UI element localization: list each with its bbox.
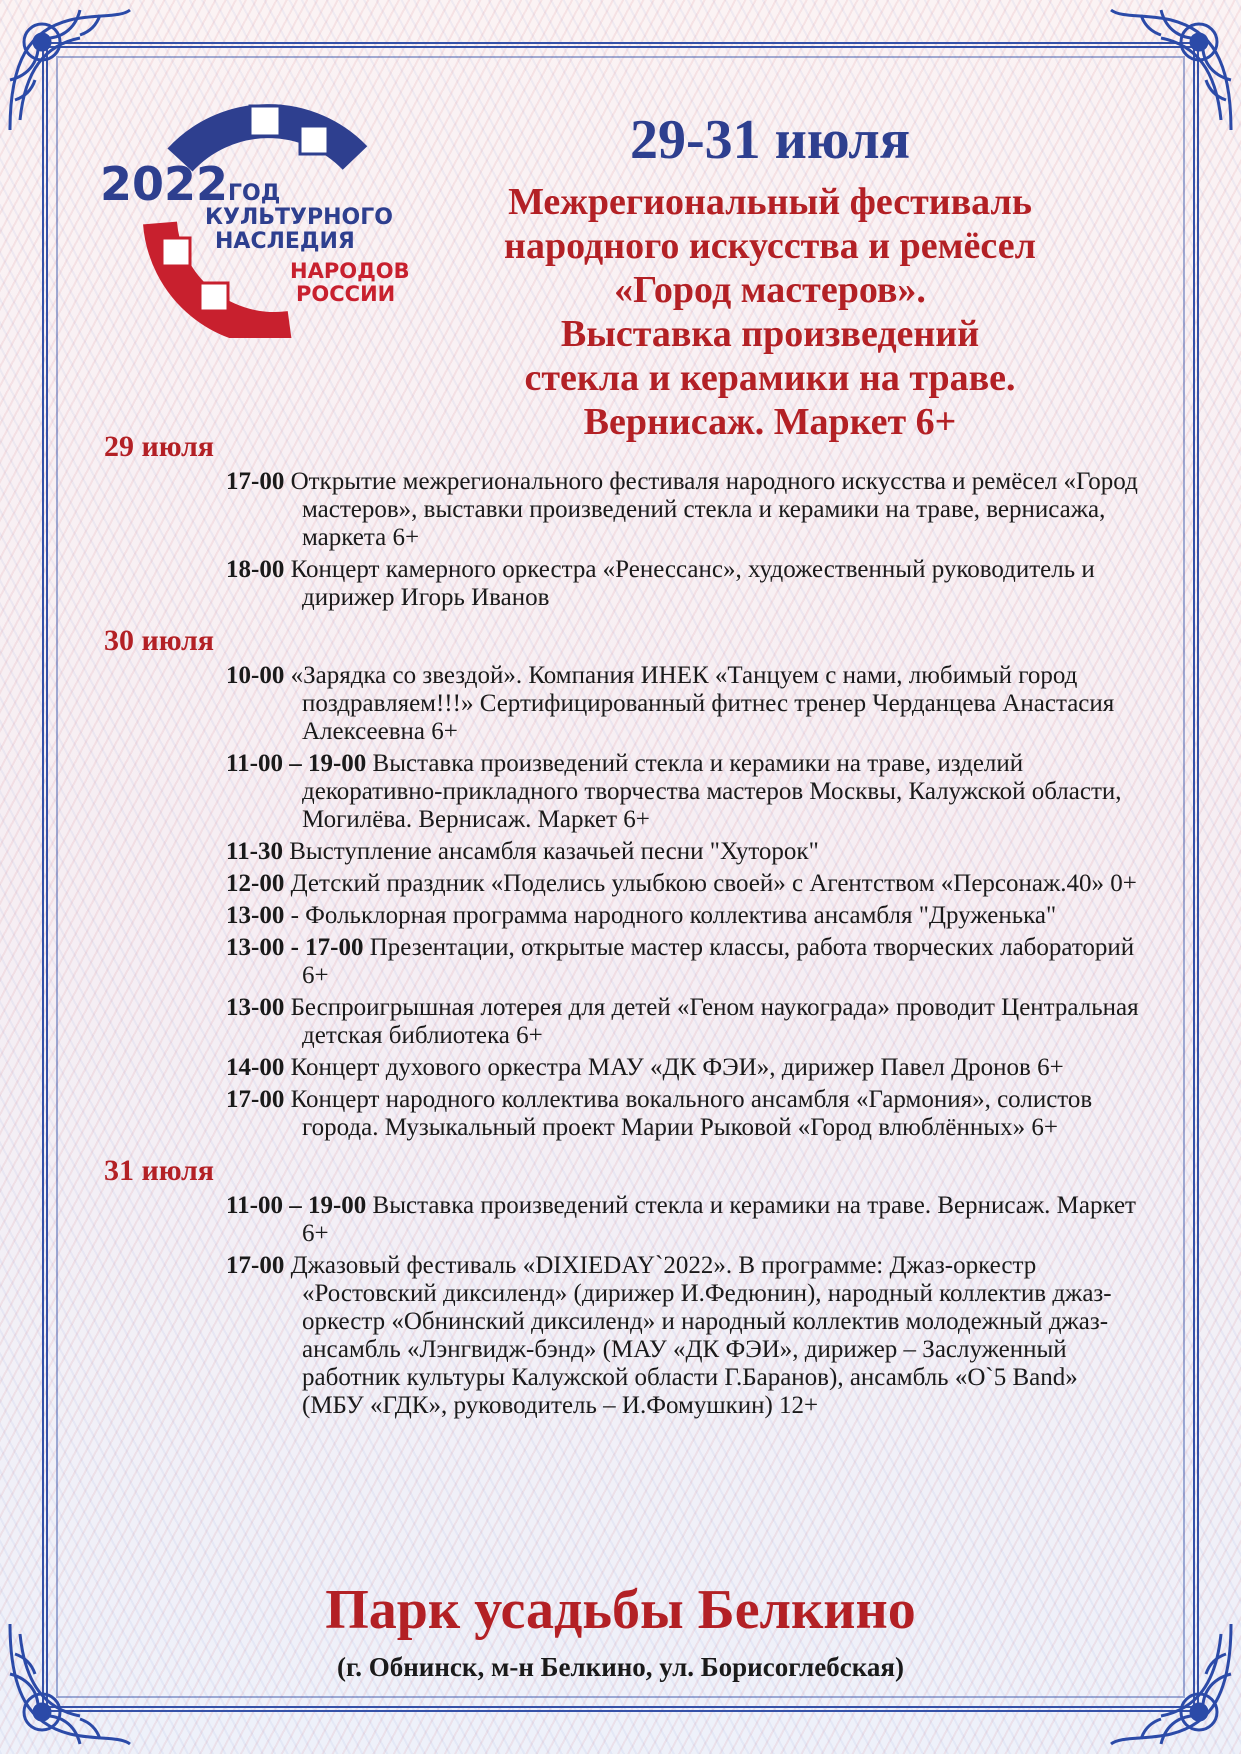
event-text: Презентации, открытые мастер классы, работа творческих лабораторий 6+: [302, 934, 1135, 989]
logo-line3: НАСЛЕДИЯ: [215, 229, 355, 254]
event-time: 13-00: [226, 994, 285, 1021]
event-text: - Фольклорная программа народного коллектива ансамбля "Друженька": [290, 902, 1057, 929]
schedule-item: [166, 1192, 1144, 1248]
title-line: «Город мастеров».: [614, 269, 926, 311]
event-text: Концерт духового оркестра МАУ «ДК ФЭИ», дирижер Павел Дронов 6+: [290, 1054, 1064, 1081]
festival-title: [430, 180, 1110, 444]
event-text: Детский праздник «Поделись улыбкою своей» с Агентством «Персонаж.40» 0+: [290, 870, 1137, 897]
schedule-item: [166, 1252, 1144, 1420]
schedule-item: [166, 662, 1144, 746]
ornament-tile-icon: [250, 106, 280, 136]
event-time: 17-00: [226, 1086, 285, 1113]
event-time: 13-00: [226, 902, 285, 929]
title-line: народного искусства и ремёсел: [504, 225, 1036, 267]
festival-dates: 29-31 июля: [629, 109, 911, 171]
day-heading: 29 июля: [104, 430, 215, 463]
event-time: 10-00: [226, 662, 285, 689]
event-text: Концерт народного коллектива вокального ансамбля «Гармония», солистов города. Музыкальный проект Марии Рыковой «Город влюблённых» 6+: [290, 1086, 1093, 1141]
schedule-item: [166, 750, 1144, 834]
event-time: 18-00: [226, 556, 285, 583]
event-text: Выступление ансамбля казачьей песни "Хуторок": [289, 838, 819, 865]
corner-ornament-icon: [1101, 0, 1241, 140]
event-time: 11-00 – 19-00: [226, 750, 367, 777]
program-schedule: [104, 430, 1144, 1424]
schedule-item: [166, 838, 1144, 866]
event-text: «Зарядка со звездой». Компания ИНЕК «Танцуем с нами, любимый город поздравляем!!!» Сертифицированный фитнес тренер Черданцева Анастасия Алексеевна 6+: [290, 662, 1115, 745]
heritage-year-logo: [100, 88, 430, 338]
event-time: 17-00: [226, 1252, 285, 1279]
event-text: Концерт камерного оркестра «Ренессанс», художественный руководитель и дирижер Игорь Иванов: [290, 556, 1095, 611]
day-heading: 30 июля: [104, 624, 215, 657]
schedule-item: [166, 902, 1144, 930]
schedule-item: [166, 994, 1144, 1050]
title-line: Вернисаж. Маркет 6+: [583, 401, 957, 443]
schedule-item: [166, 870, 1144, 898]
event-time: 12-00: [226, 870, 285, 897]
event-text: Выставка произведений стекла и керамики на траве. Вернисаж. Маркет 6+: [302, 1192, 1136, 1247]
logo-line4: НАРОДОВ: [290, 259, 410, 283]
logo-line5: РОССИИ: [296, 282, 396, 306]
logo-line1: ГОД: [228, 181, 281, 206]
venue-name: Парк усадьбы Белкино: [325, 1579, 916, 1641]
event-time: 11-30: [226, 838, 283, 865]
schedule-item: [166, 934, 1144, 990]
event-text: Джазовый фестиваль «DIXIEDAY`2022». В программе: Джаз-оркестр «Ростовский диксиленд» (дирижер И.Федюнин), народный коллектив джаз-оркестр «Обнинский диксиленд» и народный коллектив молодежный джаз-ансамбль «Лэнгвидж-бэнд» (МАУ «ДК ФЭИ», дирижер – Заслуженный работник культуры Калужской области Г.Баранов), ансамбль «О`5 Band» (МБУ «ГДК», руководитель – И.Фомушкин) 12+: [290, 1252, 1112, 1419]
event-text: Открытие межрегионального фестиваля народного искусства и ремёсел «Город мастеров», выставки произведений стекла и керамики на траве, вернисажа, маркета 6+: [290, 468, 1138, 551]
schedule-item: [166, 1086, 1144, 1142]
title-line: Межрегиональный фестиваль: [508, 181, 1032, 223]
event-time: 17-00: [226, 468, 285, 495]
venue-address: (г. Обнинск, м-н Белкино, ул. Борисоглебская): [337, 1652, 904, 1682]
event-text: Беспроигрышная лотерея для детей «Геном наукограда» проводит Центральная детская библиотека 6+: [290, 994, 1139, 1049]
ornament-tile-icon: [162, 238, 190, 266]
day-heading: 31 июля: [104, 1154, 215, 1187]
event-time: 13-00 - 17-00: [226, 934, 364, 961]
ornament-tile-icon: [200, 283, 228, 311]
ornament-tile-icon: [300, 126, 328, 154]
event-text: Выставка произведений стекла и керамики на траве, изделий декоративно-прикладного творчества мастеров Москвы, Калужской области, Могилёва. Вернисаж. Маркет 6+: [302, 750, 1122, 833]
schedule-item: [166, 1054, 1144, 1082]
event-time: 11-00 – 19-00: [226, 1192, 367, 1219]
title-line: стекла и керамики на траве.: [524, 357, 1016, 399]
title-line: Выставка произведений: [560, 313, 980, 355]
schedule-item: [166, 556, 1144, 612]
logo-line2: КУЛЬТУРНОГО: [205, 205, 393, 230]
event-time: 14-00: [226, 1054, 285, 1081]
schedule-item: [166, 468, 1144, 552]
logo-year: 2022: [100, 157, 229, 211]
